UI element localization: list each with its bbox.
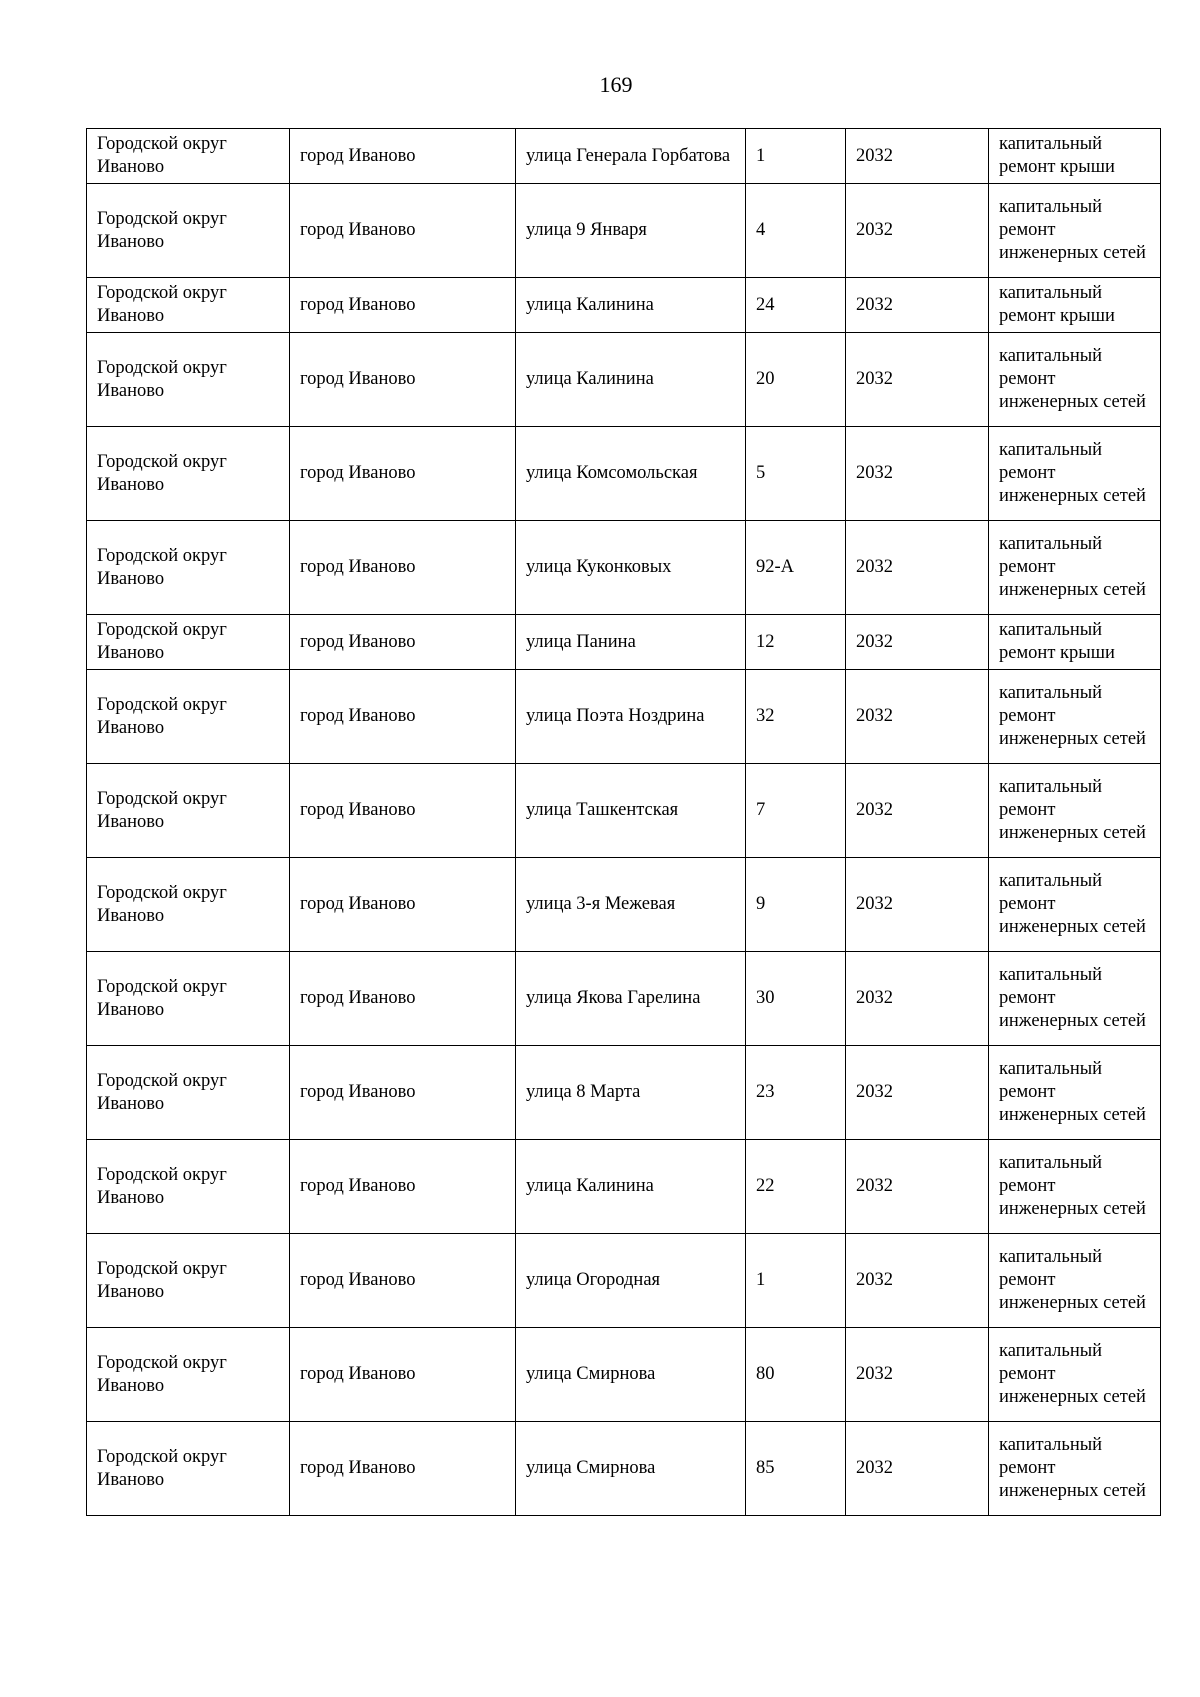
district-cell: Городской округ Иваново <box>87 1422 290 1516</box>
house-cell: 24 <box>746 278 846 333</box>
city-cell: город Иваново <box>290 1422 516 1516</box>
district-cell: Городской округ Иваново <box>87 1328 290 1422</box>
work-type-cell: капитальный ремонт инженерных сетей <box>989 764 1161 858</box>
district-cell: Городской округ Иваново <box>87 1046 290 1140</box>
work-type-cell: капитальный ремонт инженерных сетей <box>989 670 1161 764</box>
work-type-cell: капитальный ремонт инженерных сетей <box>989 521 1161 615</box>
year-cell: 2032 <box>846 521 989 615</box>
year-cell: 2032 <box>846 952 989 1046</box>
city-cell: город Иваново <box>290 1046 516 1140</box>
house-cell: 5 <box>746 427 846 521</box>
city-cell: город Иваново <box>290 670 516 764</box>
page-number: 169 <box>599 72 633 97</box>
table-row <box>87 427 1161 521</box>
table-row <box>87 1422 1161 1516</box>
table-row <box>87 521 1161 615</box>
table-row <box>87 1328 1161 1422</box>
district-cell: Городской округ Иваново <box>87 615 290 670</box>
year-cell: 2032 <box>846 1422 989 1516</box>
street-cell: улица 3-я Межевая <box>516 858 746 952</box>
work-type-cell: капитальный ремонт инженерных сетей <box>989 1234 1161 1328</box>
house-cell: 23 <box>746 1046 846 1140</box>
street-cell: улица Ташкентская <box>516 764 746 858</box>
work-type-cell: капитальный ремонт крыши <box>989 129 1161 184</box>
district-cell: Городской округ Иваново <box>87 952 290 1046</box>
year-cell: 2032 <box>846 1234 989 1328</box>
house-cell: 1 <box>746 1234 846 1328</box>
work-type-cell: капитальный ремонт инженерных сетей <box>989 1046 1161 1140</box>
street-cell: улица Панина <box>516 615 746 670</box>
street-cell: улица 8 Марта <box>516 1046 746 1140</box>
year-cell: 2032 <box>846 615 989 670</box>
year-cell: 2032 <box>846 427 989 521</box>
street-cell: улица Калинина <box>516 278 746 333</box>
work-type-cell: капитальный ремонт инженерных сетей <box>989 184 1161 278</box>
year-cell: 2032 <box>846 278 989 333</box>
work-type-cell: капитальный ремонт крыши <box>989 278 1161 333</box>
work-type-cell: капитальный ремонт инженерных сетей <box>989 858 1161 952</box>
city-cell: город Иваново <box>290 858 516 952</box>
city-cell: город Иваново <box>290 1234 516 1328</box>
district-cell: Городской округ Иваново <box>87 427 290 521</box>
house-cell: 4 <box>746 184 846 278</box>
year-cell: 2032 <box>846 858 989 952</box>
street-cell: улица Смирнова <box>516 1328 746 1422</box>
house-cell: 12 <box>746 615 846 670</box>
district-cell: Городской округ Иваново <box>87 184 290 278</box>
district-cell: Городской округ Иваново <box>87 333 290 427</box>
year-cell: 2032 <box>846 1046 989 1140</box>
street-cell: улица Огородная <box>516 1234 746 1328</box>
table-row <box>87 129 1161 184</box>
district-cell: Городской округ Иваново <box>87 858 290 952</box>
year-cell: 2032 <box>846 184 989 278</box>
district-cell: Городской округ Иваново <box>87 764 290 858</box>
table-row <box>87 952 1161 1046</box>
city-cell: город Иваново <box>290 278 516 333</box>
city-cell: город Иваново <box>290 427 516 521</box>
house-cell: 92-А <box>746 521 846 615</box>
district-cell: Городской округ Иваново <box>87 278 290 333</box>
work-type-cell: капитальный ремонт инженерных сетей <box>989 333 1161 427</box>
year-cell: 2032 <box>846 670 989 764</box>
table-row <box>87 1046 1161 1140</box>
table-row <box>87 1234 1161 1328</box>
house-cell: 7 <box>746 764 846 858</box>
street-cell: улица 9 Января <box>516 184 746 278</box>
street-cell: улица Поэта Ноздрина <box>516 670 746 764</box>
house-cell: 85 <box>746 1422 846 1516</box>
street-cell: улица Комсомольская <box>516 427 746 521</box>
house-cell: 9 <box>746 858 846 952</box>
city-cell: город Иваново <box>290 764 516 858</box>
work-type-cell: капитальный ремонт инженерных сетей <box>989 1422 1161 1516</box>
city-cell: город Иваново <box>290 333 516 427</box>
work-type-cell: капитальный ремонт крыши <box>989 615 1161 670</box>
city-cell: город Иваново <box>290 129 516 184</box>
table-row <box>87 615 1161 670</box>
work-type-cell: капитальный ремонт инженерных сетей <box>989 952 1161 1046</box>
district-cell: Городской округ Иваново <box>87 670 290 764</box>
house-cell: 30 <box>746 952 846 1046</box>
house-cell: 22 <box>746 1140 846 1234</box>
street-cell: улица Калинина <box>516 333 746 427</box>
city-cell: город Иваново <box>290 184 516 278</box>
district-cell: Городской округ Иваново <box>87 1140 290 1234</box>
repair-schedule-table <box>86 128 1161 1516</box>
table-row <box>87 670 1161 764</box>
street-cell: улица Якова Гарелина <box>516 952 746 1046</box>
house-cell: 32 <box>746 670 846 764</box>
table-row <box>87 764 1161 858</box>
table-body <box>87 129 1161 1516</box>
city-cell: город Иваново <box>290 952 516 1046</box>
street-cell: улица Смирнова <box>516 1422 746 1516</box>
city-cell: город Иваново <box>290 1328 516 1422</box>
year-cell: 2032 <box>846 764 989 858</box>
year-cell: 2032 <box>846 333 989 427</box>
city-cell: город Иваново <box>290 521 516 615</box>
table-row <box>87 1140 1161 1234</box>
table-row <box>87 858 1161 952</box>
district-cell: Городской округ Иваново <box>87 521 290 615</box>
year-cell: 2032 <box>846 1328 989 1422</box>
street-cell: улица Генерала Горбатова <box>516 129 746 184</box>
house-cell: 1 <box>746 129 846 184</box>
city-cell: город Иваново <box>290 1140 516 1234</box>
street-cell: улица Куконковых <box>516 521 746 615</box>
work-type-cell: капитальный ремонт инженерных сетей <box>989 1328 1161 1422</box>
house-cell: 20 <box>746 333 846 427</box>
table-row <box>87 278 1161 333</box>
year-cell: 2032 <box>846 1140 989 1234</box>
table-row <box>87 333 1161 427</box>
district-cell: Городской округ Иваново <box>87 1234 290 1328</box>
street-cell: улица Калинина <box>516 1140 746 1234</box>
table-row <box>87 184 1161 278</box>
work-type-cell: капитальный ремонт инженерных сетей <box>989 427 1161 521</box>
city-cell: город Иваново <box>290 615 516 670</box>
year-cell: 2032 <box>846 129 989 184</box>
work-type-cell: капитальный ремонт инженерных сетей <box>989 1140 1161 1234</box>
district-cell: Городской округ Иваново <box>87 129 290 184</box>
house-cell: 80 <box>746 1328 846 1422</box>
